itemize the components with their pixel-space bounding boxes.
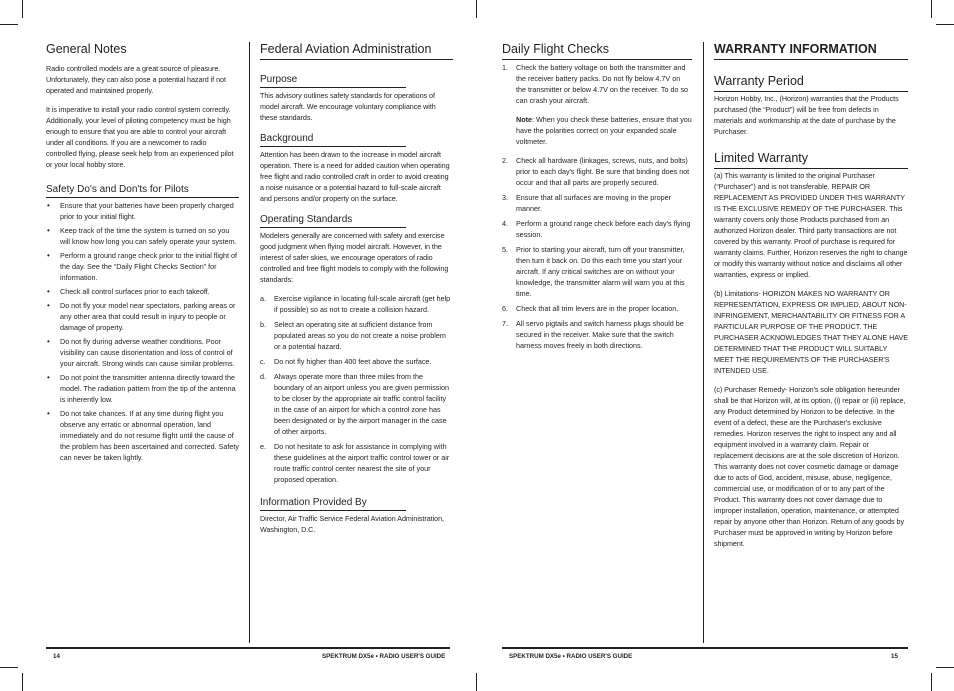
crop-mark (476, 673, 477, 691)
list-marker: 5. (502, 245, 508, 254)
daily-checks-heading: Daily Flight Checks (502, 42, 692, 60)
list-marker: a. (260, 294, 266, 303)
list-item: • Ensure that your batteries have been properly charged prior to your initial flight. (46, 200, 239, 222)
list-text: Perform a ground range check before each day's flying session. (516, 219, 691, 239)
list-item (502, 244, 692, 299)
list-text: Select an operating site at sufficient distance from populated areas so you do not create a noise problem or a potential hazard. (274, 320, 446, 351)
faa-column (260, 42, 453, 535)
list-item: • Keep track of the time the system is turned on so you will know how long you can safely operate your system. (46, 225, 239, 247)
list-text: Ensure that all surfaces are moving in the proper manner. (516, 193, 672, 213)
page-number-right: 15 (891, 653, 898, 660)
list-marker: 1. (502, 63, 508, 72)
limited-warranty-paragraph: (a) This warranty is limited to the original Purchaser (“Purchaser”) and is not transferable. REPAIR OR REPLACEMENT AS PROVIDED UNDER THIS WARRANTY IS THE EXCLUSIVE REMEDY OF THE PURCHASER. This warranty covers only those Products purchased from an authorized Horizon dealer. Third party transactions are not covered by this warranty. Proof of purchase is required for warranty claims. Further, Horizon reserves the right to change or modify this warranty without notice and disclaims all other warranties, express or implied. (714, 171, 908, 279)
crop-mark (22, 0, 23, 18)
list-item (260, 319, 453, 352)
note-label: Note (516, 115, 532, 124)
list-marker: 6. (502, 304, 508, 313)
standards-paragraph: Modelers generally are concerned with safety and exercise good judgment when flying model aircraft. However, in the interest of safer skies, we encourage operators of radio controlled and free flight models to comply with the following standards: (260, 231, 449, 284)
list-item (502, 303, 692, 314)
purpose-paragraph: This advisory outlines safety standards for operations of model aircraft. We encourage voluntary compliance with these standards. (260, 91, 436, 122)
note-text: : When you check these batteries, ensure that you have the polarities correct on your expanded scale voltmeter. (516, 115, 692, 146)
general-notes-column (46, 42, 239, 466)
crop-mark (476, 0, 477, 18)
background-heading: Background (260, 133, 406, 147)
crop-mark (931, 673, 932, 691)
list-item: • Do not fly your model near spectators, parking areas or any other area that could result in injury to people or damage of property. (46, 300, 239, 333)
list-marker: e. (260, 442, 266, 451)
crop-mark (22, 673, 23, 691)
list-marker: 2. (502, 156, 508, 165)
list-item: • Do not point the transmitter antenna directly toward the model. The radiation pattern from the tip of the antenna is inherently low. (46, 372, 239, 405)
general-notes-paragraph: It is imperative to install your radio control system correctly. Additionally, your level of piloting competency must be high enough to ensure that you are able to control your aircraft under all conditions. If you are a newcomer to radio controlled flying, please seek help from an experienced pilot or your local hobby store. (46, 105, 234, 169)
list-marker: 4. (502, 219, 508, 228)
background-paragraph: Attention has been drawn to the increase in model aircraft operation. There is a need for added caution when operating free flight and radio controlled craft in order to avoid creating a noise nuisance or a potential hazard to full-scale aircraft and persons and/or property on the surface. (260, 150, 450, 203)
list-text: Check all hardware (linkages, screws, nuts, and bolts) prior to each day's flight. Be sure that binding does not occur and that all parts are properly secured. (516, 156, 690, 187)
list-marker: b. (260, 320, 266, 329)
list-item (502, 62, 692, 147)
list-text: Check the battery voltage on both the transmitter and the receiver battery packs. Do not fly below 4.7V on the transmitter or below 4.7V on the receiver. To do so can crash your aircraft. (516, 63, 689, 105)
safety-heading: Safety Do's and Don'ts for Pilots (46, 184, 239, 198)
page-number-left: 14 (53, 653, 60, 660)
footer-rule (46, 647, 450, 649)
safety-list (46, 200, 239, 463)
crop-mark (0, 667, 18, 668)
info-heading: Information Provided By (260, 497, 406, 511)
list-marker: 3. (502, 193, 508, 202)
list-item: • Do not fly during adverse weather conditions. Poor visibility can cause disorientation and loss of control of your aircraft. Strong winds can cause similar problems. (46, 336, 239, 369)
list-item (260, 293, 453, 315)
list-item (502, 192, 692, 214)
list-item: • Do not take chances. If at any time during flight you observe any erratic or abnormal operation, land immediately and do not resume flight until the cause of the problem has been ascertained and corrected. Safety can never be taken lightly. (46, 408, 239, 463)
crop-mark (936, 667, 954, 668)
list-item (502, 218, 692, 240)
list-item (502, 155, 692, 188)
list-marker: 7. (502, 319, 508, 328)
list-item: • Check all control surfaces prior to each takeoff. (46, 286, 239, 297)
column-divider (249, 42, 250, 643)
purchaser-remedy-paragraph: (c) Purchaser Remedy- Horizon's sole obligation hereunder shall be that Horizon will, at its option, (i) repair or (ii) replace, any Product determined by Horizon to be defective. In the event of a defect, these are the Purchaser's exclusive remedies. Horizon reserves the right to inspect any and all equipment involved in a warranty claim. Repair or replacement decisions are at the sole discretion of Horizon. This warranty does not cover cosmetic damage or damage due to acts of God, accident, misuse, abuse, negligence, commercial use, or modification of or to any part of the Product. This warranty does not cover damage due to improper installation, operation, maintenance, or attempted repair by anyone other than Horizon. Return of any goods by Purchaser must be approved in writing by Horizon before shipment. (714, 385, 906, 548)
warranty-period-paragraph: Horizon Hobby, Inc., (Horizon) warranties that the Products purchased (the “Product”) will be free from defects in materials and workmanship at the date of purchase by the Purchaser. (714, 94, 899, 136)
list-item (502, 318, 692, 351)
crop-mark (0, 24, 18, 25)
general-notes-paragraph: Radio controlled models are a great source of pleasure. Unfortunately, they can also pose a potential hazard if not operated and maintained properly. (46, 64, 226, 95)
faa-heading: Federal Aviation Administration (260, 42, 453, 60)
list-item (260, 441, 453, 485)
standards-heading: Operating Standards (260, 214, 406, 228)
footer-title-right: SPEKTRUM DX5e • RADIO USER'S GUIDE (509, 653, 633, 660)
list-marker: c. (260, 357, 266, 366)
list-item (260, 371, 453, 437)
warranty-period-heading: Warranty Period (714, 74, 908, 92)
limitations-paragraph: (b) Limitations- HORIZON MAKES NO WARRANTY OR REPRESENTATION, EXPRESS OR IMPLIED, ABOUT NON-INFRINGEMENT, MERCHANTABILITY OR FITNESS FOR A PARTICULAR PURPOSE OF THE PRODUCT. THE PURCHASER ACKNOWLEDGES THAT THEY ALONE HAVE DETERMINED THAT THE PRODUCT WILL SUITABLY MEET THE REQUIREMENTS OF THE PURCHASER'S INTENDED USE. (714, 289, 908, 375)
list-text: Exercise vigilance in locating full-scale aircraft (get help if possible) so as not to create a collision hazard. (274, 294, 451, 314)
purpose-heading: Purpose (260, 74, 406, 88)
list-text: Always operate more than three miles from the boundary of an airport unless you are given permission to be closer by the appropriate air traffic control facility in the case of an airport for which a control zone has been designated or by the airport manager in the case of other airports. (274, 372, 449, 436)
daily-checks-list (502, 62, 692, 351)
footer-rule (502, 647, 908, 649)
crop-mark (936, 24, 954, 25)
column-divider (703, 42, 704, 643)
list-text: Do not hesitate to ask for assistance in complying with these guidelines at the airport traffic control tower or air route traffic control center nearest the site of your proposed operation. (274, 442, 450, 484)
list-text: Do not fly higher than 400 feet above the surface. (274, 357, 432, 366)
crop-mark (931, 0, 932, 18)
footer-title-left: SPEKTRUM DX5e • RADIO USER'S GUIDE (322, 653, 446, 660)
list-item: • Perform a ground range check prior to the initial flight of the day. See the “Daily Flight Checks Section” for information. (46, 250, 239, 283)
standards-list (260, 293, 453, 485)
list-item (260, 356, 453, 367)
warranty-heading: WARRANTY INFORMATION (714, 42, 908, 60)
info-paragraph: Director, Air Traffic Service Federal Aviation Administration, Washington, D.C. (260, 514, 444, 534)
list-text: Prior to starting your aircraft, turn off your transmitter, then turn it back on. Do this each time you start your aircraft. If any critical switches are on without your knowledge, the transmitter alarm will warn you at this time. (516, 245, 685, 298)
list-text: All servo pigtails and switch harness plugs should be secured in the receiver. Make sure that the switch harness moves freely in both directions. (516, 319, 684, 350)
list-marker: d. (260, 372, 266, 381)
warranty-column (714, 42, 908, 549)
daily-checks-column (502, 42, 692, 355)
limited-warranty-heading: Limited Warranty (714, 151, 908, 169)
general-notes-heading: General Notes (46, 42, 127, 56)
list-text: Check that all trim levers are in the proper location. (516, 304, 679, 313)
